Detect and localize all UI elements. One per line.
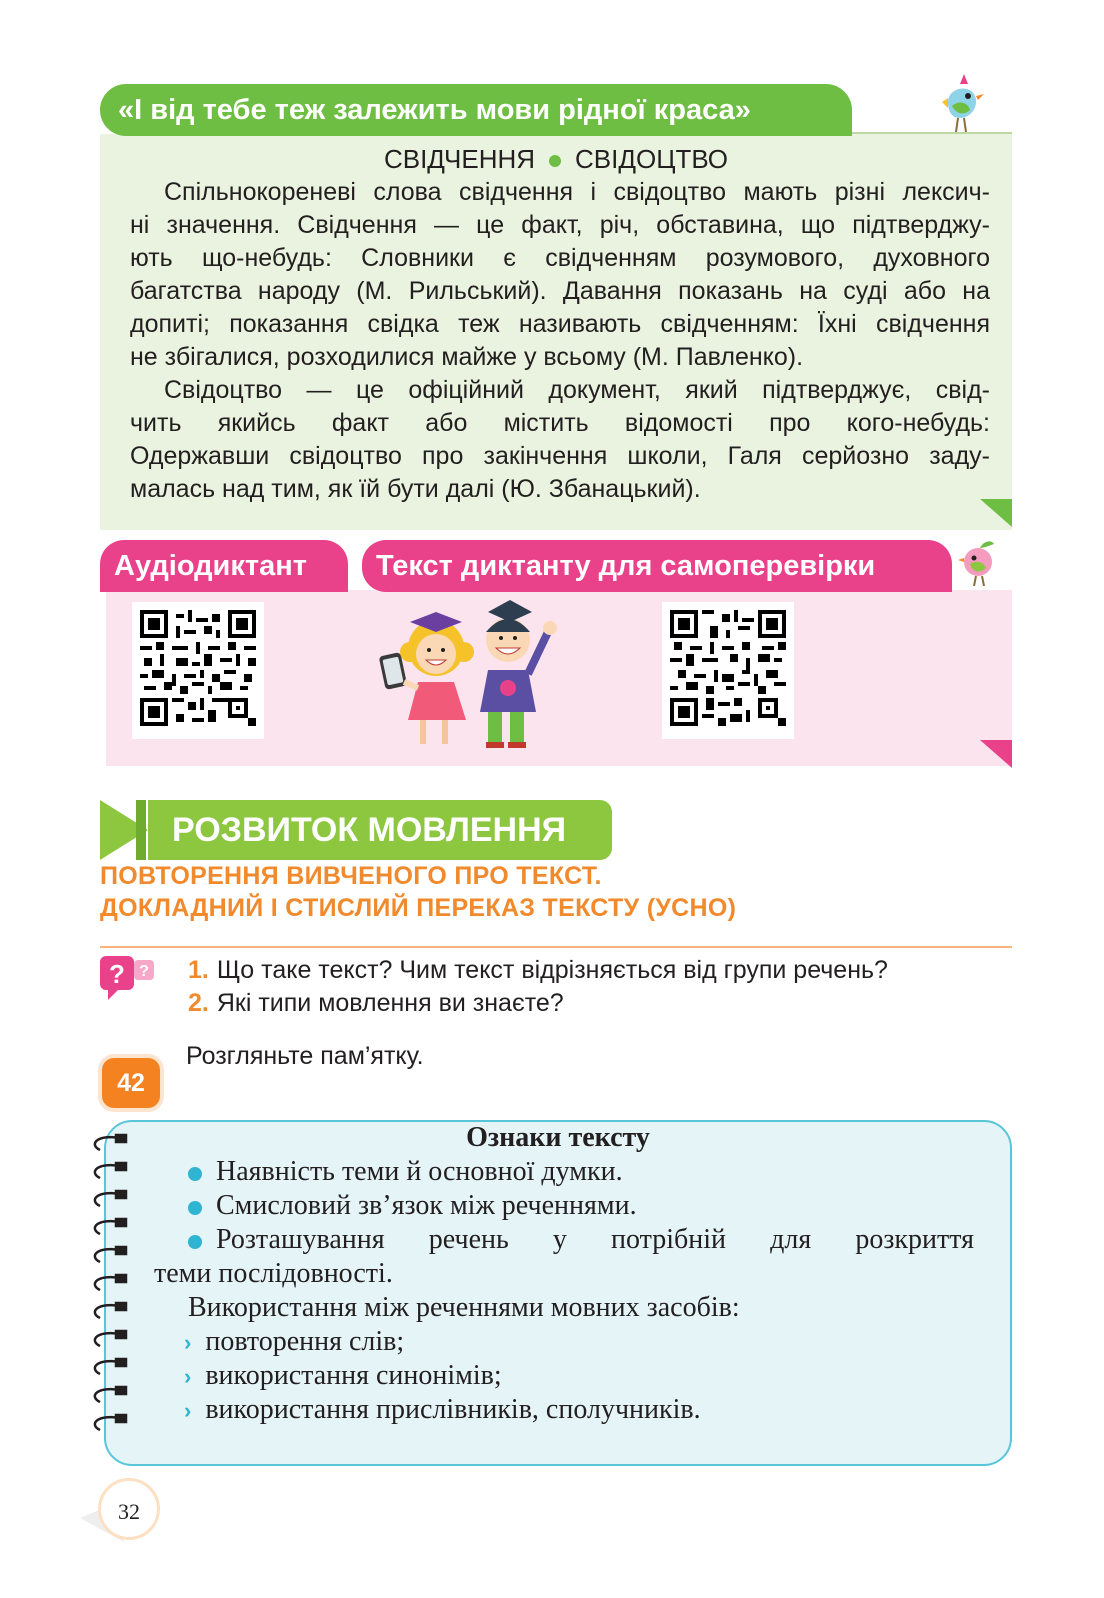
corner-marker	[980, 499, 1012, 527]
separator-dot	[549, 155, 561, 167]
question-item: 2. Які типи мовлення ви знаєте?	[188, 989, 564, 1017]
paragraph-line: багатства народу (М. Рильський). Давання показань на суді або на	[130, 277, 990, 305]
memo-means-item: › використання прислівників, сполучників.	[184, 1394, 701, 1425]
lesson-heading-line1: ПОВТОРЕННЯ ВИВЧЕНОГО ПРО ТЕКСТ.	[100, 862, 602, 890]
word-svidotstvo: СВІДОЦТВО	[575, 144, 729, 174]
culture-divider	[852, 132, 1012, 134]
chevron-right-icon: ›	[184, 1330, 192, 1355]
memo-means-item: › використання синонімів;	[184, 1360, 502, 1391]
exercise-text: Розгляньте пам’ятку.	[186, 1042, 424, 1070]
heading-divider	[100, 946, 1012, 948]
memo-bullet: Смисловий зв’язок між реченнями.	[188, 1190, 637, 1222]
svg-text:?: ?	[139, 963, 149, 980]
paragraph-line: Спільнокореневі слова свідчення і свідоцтво мають різні лексич-	[164, 178, 990, 206]
tab-dictation-text: Текст диктанту для самоперевірки	[362, 540, 952, 592]
word-pair-title	[100, 144, 1012, 175]
memo-bullet: Розташування речень у потрібній для розкриття	[188, 1224, 974, 1256]
question-item: 1. Що таке текст? Чим текст відрізняється від групи речень?	[188, 956, 888, 984]
bullet-dot	[188, 1167, 202, 1181]
paragraph-line: Свідоцтво — це офіційний документ, який підтверджує, свід-	[164, 376, 990, 404]
paragraph-line: ють що-небудь: Словники є свідченням розумового, духовного	[130, 244, 990, 272]
tab-audio-dictation: Аудіодиктант	[100, 540, 348, 592]
chevron-right-icon: ›	[184, 1398, 192, 1423]
qr-code-text[interactable]	[662, 602, 794, 739]
paragraph-line: допиті; показання свідка теж називають свідченням: Їхні свідчення	[130, 310, 990, 338]
section-stripe	[136, 800, 146, 860]
chevron-right-icon: ›	[184, 1364, 192, 1389]
paragraph-line: ні значення. Свідчення — це факт, річ, обставина, що підтверджу-	[130, 211, 990, 239]
bullet-dot	[188, 1201, 202, 1215]
exercise-number-badge: 42	[102, 1058, 160, 1108]
paragraph-line: чить якийсь факт або містить відомості про кого-небудь:	[130, 409, 990, 437]
corner-marker	[980, 740, 1012, 768]
memo-bullet: Наявність теми й основної думки.	[188, 1156, 623, 1188]
word-svidchennia: СВІДЧЕННЯ	[383, 144, 536, 174]
svg-text:?: ?	[109, 959, 125, 989]
spiral-binding	[82, 1128, 128, 1458]
speech-development-title: РОЗВИТОК МОВЛЕННЯ	[148, 800, 612, 860]
bird-icon	[938, 72, 986, 134]
bullet-dot	[188, 1235, 202, 1249]
students-illustration	[376, 592, 566, 752]
memo-means-item: › повторення слів;	[184, 1326, 405, 1357]
culture-tab-title: «І від тебе теж залежить мови рідної краса»	[100, 84, 852, 136]
paragraph-line: не збігалися, розходилися майже у всьому (М. Павленко).	[130, 343, 804, 371]
paragraph-line: малась над тим, як їй бути далі (Ю. Збанацький).	[130, 475, 701, 503]
lesson-heading-line2: ДОКЛАДНИЙ І СТИСЛИЙ ПЕРЕКАЗ ТЕКСТУ (УСНО)	[100, 894, 737, 922]
memo-means-intro: Використання між реченнями мовних засобів:	[188, 1292, 740, 1323]
page-number: 32	[98, 1478, 160, 1540]
memo-bullet-continuation: теми послідовності.	[154, 1258, 393, 1289]
question-icon	[100, 954, 156, 1002]
qr-code-audio[interactable]	[132, 602, 264, 739]
memo-title: Ознаки тексту	[466, 1122, 650, 1153]
small-bird-icon	[958, 534, 1000, 586]
paragraph-line: Одержавши свідоцтво про закінчення школи, Галя серйозно заду-	[130, 442, 990, 470]
